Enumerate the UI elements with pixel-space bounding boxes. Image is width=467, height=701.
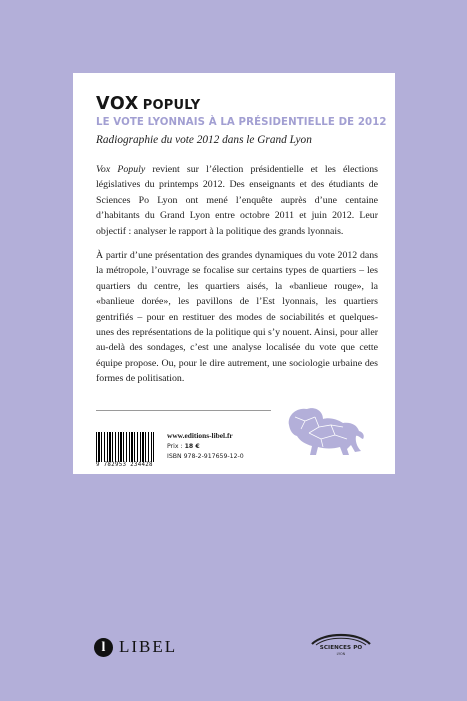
sciences-po-name: SCIENCES PO [319,645,363,651]
blurb-paragraph-1-text: revient sur l’élection présidentielle et les élections législatives du printemps 2012. Des enseignants et des étudiants de Sciences Po Lyon ont mené l’enquête auprès d’une centaine d’habitants du Grand Lyon entre octobre 2011 et juin 2012. Leur objectif : analyser le rapport à la politique des grands lyonnais. [96,164,378,237]
title-vox: VOX [96,94,139,114]
sciences-po-city: LYON [336,652,346,656]
blurb-paragraph-1 [96,162,378,239]
libel-wordmark: LIBEL [119,637,178,656]
price-line [167,442,244,453]
libel-mark-icon: l [94,638,113,657]
libel-logo [94,636,177,658]
book-title [96,94,200,114]
back-cover-panel [73,73,395,474]
book-tagline: Radiographie du vote 2012 dans le Grand Lyon [96,134,312,146]
blurb-paragraph-2: À partir d’une présentation des grandes dynamiques du vote 2012 dans la métropole, l’ouvrage se focalise sur certains types de quartiers – les quartiers du centre, les quartiers aisés, la «banlieue rouge», la «banlieue dorée», les pavillons de l’Est lyonnais, les quartiers gentrifiés – pour en restituer des modes de sociabilités et quelques-unes des représentations de la politique qui s’y nouent. Ainsi, pour aller au-delà des sondages, c’est une analyse localisée du vote que cette équipe propose. Ou, pour le dire autrement, une sociologie urbaine des formes de politisation. [96,250,378,385]
imprint-block [167,431,244,463]
barcode-number: 9 782953 234428 [96,462,153,468]
book-subtitle: LE VOTE LYONNAIS À LA PRÉSIDENTIELLE DE 2012 [96,117,387,128]
price-label: Prix : [167,442,185,450]
title-populy: POPULY [142,98,201,113]
divider [96,410,271,411]
barcode-icon [96,432,154,462]
lion-map-icon [285,405,369,459]
isbn: ISBN 978-2-917659-12-0 [167,453,244,460]
blurb-title-em: Vox Populy [96,164,146,175]
publisher-website: www.editions-libel.fr [167,431,233,440]
sciences-po-lyon-logo [302,630,380,664]
price-value: 18 € [184,442,200,450]
